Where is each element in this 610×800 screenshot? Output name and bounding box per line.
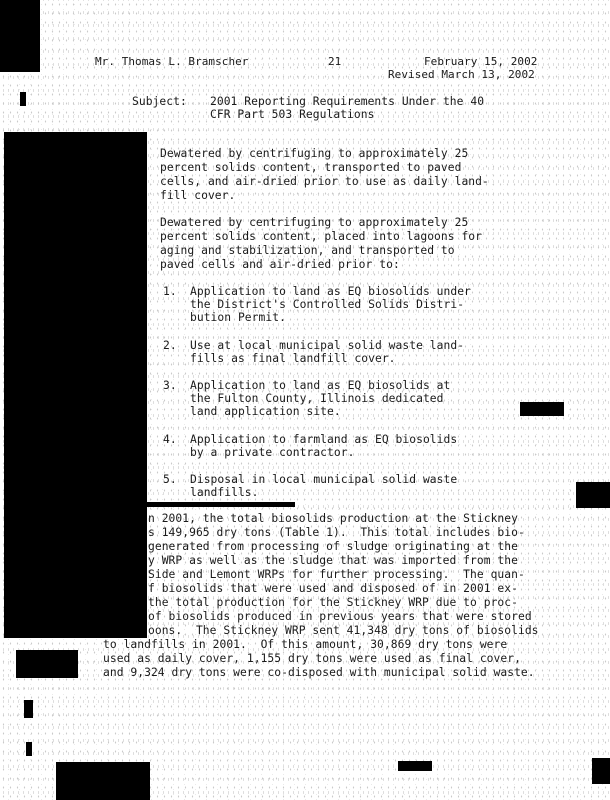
list-item-5-line-2: landfills. [190,486,259,499]
para1-line-1: Dewatered by centrifuging to approximately 25 [160,147,469,160]
body-line-3: generated from processing of sludge originating at the [148,540,518,553]
body-line-1: n 2001, the total biosolids production at the Stickney [148,512,518,525]
redaction-bottom-right [592,758,610,784]
list-item-4-number: 4. [163,433,177,446]
redaction-margin-mark-3 [26,742,32,756]
header-addressee: Mr. Thomas L. Bramscher [95,55,249,68]
redaction-right-mid [520,402,564,416]
redaction-left-lower [16,650,78,678]
para2-line-4: paved cells and air-dried prior to: [160,258,400,271]
para1-line-2: percent solids content, transported to paved [160,161,462,174]
redaction-left-column [4,132,147,638]
list-item-4-line-1: Application to farmland as EQ biosolids [190,433,458,446]
body-line-2: s 149,965 dry tons (Table 1). This total includes bio- [148,526,525,539]
para1-line-3: cells, and air-dried prior to use as daily land- [160,175,489,188]
list-item-3-line-2: the Fulton County, Illinois dedicated [190,392,444,405]
subject-line-2: CFR Part 503 Regulations [210,108,375,121]
body-line-11: used as daily cover, 1,155 dry tons were used as final cover, [103,652,521,665]
body-line-6: f biosolids that were used and disposed of in 2001 ex- [148,582,518,595]
list-item-3-number: 3. [163,379,177,392]
list-item-4-line-2: by a private contractor. [190,446,355,459]
body-line-8: of biosolids produced in previous years that were stored [148,610,532,623]
redaction-margin-mark-2 [20,92,26,106]
para1-line-4: fill cover. [160,189,236,202]
list-item-5-number: 5. [163,473,177,486]
para2-line-3: aging and stabilization, and transported to [160,244,455,257]
list-item-2-line-2: fills as final landfill cover. [190,352,396,365]
body-line-10: to landfills in 2001. Of this amount, 30,869 dry tons were [103,638,508,651]
list-item-1-number: 1. [163,285,177,298]
list-item-3-line-1: Application to land as EQ biosolids at [190,379,451,392]
body-line-5: Side and Lemont WRPs for further processing. The quan- [148,568,525,581]
list-item-1-line-1: Application to land as EQ biosolids under [190,285,471,298]
list-item-2-number: 2. [163,339,177,352]
redaction-body-tail [147,502,295,507]
redaction-right-edge [576,482,610,508]
header-page-number: 21 [328,55,342,68]
list-item-1-line-3: bution Permit. [190,311,286,324]
body-line-9: oons. The Stickney WRP sent 41,348 dry tons of biosolids [148,624,539,637]
redaction-margin-mark-1 [24,700,33,718]
para2-line-2: percent solids content, placed into lagoons for [160,230,483,243]
header-revised-date: Revised March 13, 2002 [388,68,535,81]
subject-line-1: 2001 Reporting Requirements Under the 40 [210,95,485,108]
list-item-1-line-2: the District's Controlled Solids Distri- [190,298,465,311]
header-date: February 15, 2002 [424,55,538,68]
para2-line-1: Dewatered by centrifuging to approximately 25 [160,216,469,229]
body-line-4: y WRP as well as the sludge that was imported from the [148,554,518,567]
subject-label: Subject: [132,95,187,108]
list-item-2-line-1: Use at local municipal solid waste land- [190,339,465,352]
list-item-5-line-1: Disposal in local municipal solid waste [190,473,458,486]
list-item-3-line-3: land application site. [190,405,341,418]
redaction-bottom-left [56,762,150,800]
redaction-top-left [0,0,40,72]
body-line-12: and 9,324 dry tons were co-disposed with municipal solid waste. [103,666,535,679]
redaction-bottom-mid [398,761,432,771]
body-line-7: the total production for the Stickney WRP due to proc- [148,596,518,609]
